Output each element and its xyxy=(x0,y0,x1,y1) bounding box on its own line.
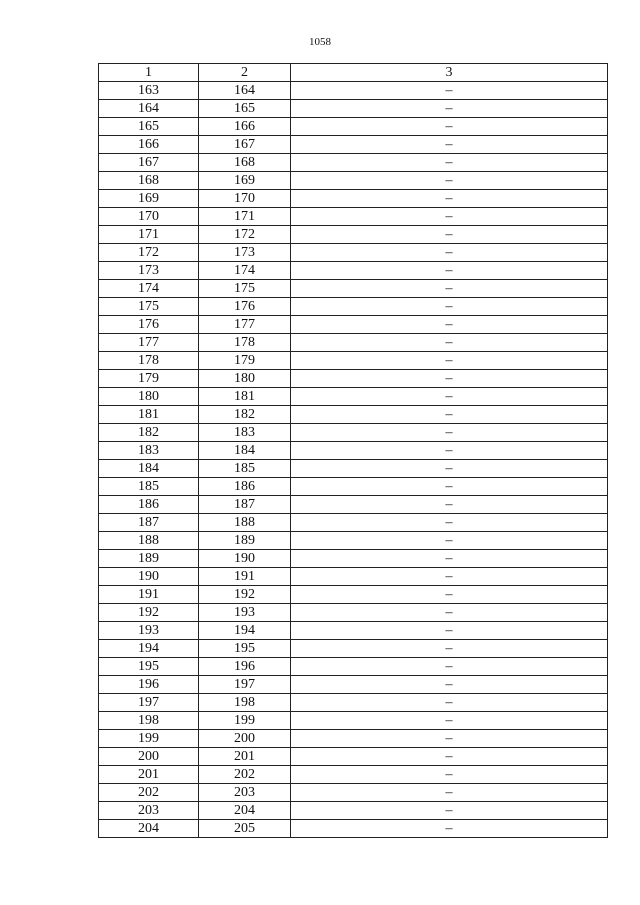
table-header-row xyxy=(99,64,608,82)
table-row xyxy=(99,280,608,298)
table-row xyxy=(99,244,608,262)
table-cell-col-2: 182 xyxy=(199,406,291,424)
table-cell-col-2: 183 xyxy=(199,424,291,442)
table-cell-col-3: – xyxy=(291,586,608,604)
table-cell-col-1: 199 xyxy=(99,730,199,748)
table-cell-col-1: 180 xyxy=(99,388,199,406)
table-row xyxy=(99,298,608,316)
table-row xyxy=(99,766,608,784)
table-cell-col-2: 191 xyxy=(199,568,291,586)
table-cell-col-3: – xyxy=(291,190,608,208)
table-cell-col-3: – xyxy=(291,802,608,820)
table-cell-col-3: – xyxy=(291,100,608,118)
table-cell-col-1: 175 xyxy=(99,298,199,316)
table-cell-col-1: 182 xyxy=(99,424,199,442)
table-cell-col-1: 202 xyxy=(99,784,199,802)
table-row xyxy=(99,568,608,586)
table-row xyxy=(99,532,608,550)
table-row xyxy=(99,226,608,244)
table-cell-col-2: 168 xyxy=(199,154,291,172)
table-cell-col-2: 177 xyxy=(199,316,291,334)
table-cell-col-1: 174 xyxy=(99,280,199,298)
table-row xyxy=(99,478,608,496)
table-cell-col-3: – xyxy=(291,514,608,532)
table-cell-col-2: 176 xyxy=(199,298,291,316)
table-cell-col-2: 180 xyxy=(199,370,291,388)
table-row xyxy=(99,658,608,676)
table-cell-col-1: 189 xyxy=(99,550,199,568)
table-row xyxy=(99,640,608,658)
table-row xyxy=(99,208,608,226)
table-row xyxy=(99,460,608,478)
table-cell-col-2: 178 xyxy=(199,334,291,352)
table-cell-col-1: 196 xyxy=(99,676,199,694)
table-cell-col-2: 196 xyxy=(199,658,291,676)
table-cell-col-2: 174 xyxy=(199,262,291,280)
table-cell-col-2: 192 xyxy=(199,586,291,604)
table-row xyxy=(99,334,608,352)
table-cell-col-1: 197 xyxy=(99,694,199,712)
table-cell-col-1: 200 xyxy=(99,748,199,766)
table-cell-col-2: 173 xyxy=(199,244,291,262)
table-cell-col-2: 179 xyxy=(199,352,291,370)
table-cell-col-3: – xyxy=(291,820,608,838)
table-cell-col-3: – xyxy=(291,118,608,136)
table-cell-col-1: 188 xyxy=(99,532,199,550)
table-cell-col-3: – xyxy=(291,532,608,550)
table-cell-col-3: – xyxy=(291,262,608,280)
table-row xyxy=(99,748,608,766)
table-cell-col-3: – xyxy=(291,424,608,442)
table-cell-col-1: 173 xyxy=(99,262,199,280)
table-row xyxy=(99,154,608,172)
table-cell-col-1: 171 xyxy=(99,226,199,244)
table-cell-col-3: – xyxy=(291,388,608,406)
table-cell-col-3: – xyxy=(291,550,608,568)
table-cell-col-1: 191 xyxy=(99,586,199,604)
table-cell-col-2: 185 xyxy=(199,460,291,478)
table-cell-col-1: 201 xyxy=(99,766,199,784)
table-cell-col-1: 172 xyxy=(99,244,199,262)
table-cell-col-2: 169 xyxy=(199,172,291,190)
table-cell-col-2: 164 xyxy=(199,82,291,100)
table-row xyxy=(99,82,608,100)
table-cell-col-1: 169 xyxy=(99,190,199,208)
table-cell-col-3: – xyxy=(291,712,608,730)
table-row xyxy=(99,190,608,208)
table-cell-col-1: 204 xyxy=(99,820,199,838)
table-cell-col-3: – xyxy=(291,676,608,694)
table-cell-col-2: 195 xyxy=(199,640,291,658)
table-row xyxy=(99,388,608,406)
table-row xyxy=(99,262,608,280)
table-cell-col-2: 198 xyxy=(199,694,291,712)
table-cell-col-1: 193 xyxy=(99,622,199,640)
table-row xyxy=(99,784,608,802)
column-header-1: 1 xyxy=(99,64,199,82)
table-cell-col-3: – xyxy=(291,334,608,352)
table-row xyxy=(99,406,608,424)
table-cell-col-3: – xyxy=(291,748,608,766)
table-cell-col-1: 198 xyxy=(99,712,199,730)
table-cell-col-2: 205 xyxy=(199,820,291,838)
table-cell-col-3: – xyxy=(291,604,608,622)
table-row xyxy=(99,316,608,334)
table-cell-col-3: – xyxy=(291,316,608,334)
table-cell-col-3: – xyxy=(291,352,608,370)
table-cell-col-3: – xyxy=(291,172,608,190)
table-cell-col-3: – xyxy=(291,244,608,262)
table-cell-col-1: 181 xyxy=(99,406,199,424)
table-cell-col-1: 186 xyxy=(99,496,199,514)
table-cell-col-2: 181 xyxy=(199,388,291,406)
table-cell-col-2: 188 xyxy=(199,514,291,532)
table-body xyxy=(99,82,608,838)
table-cell-col-3: – xyxy=(291,496,608,514)
table-cell-col-3: – xyxy=(291,694,608,712)
table-cell-col-3: – xyxy=(291,154,608,172)
table-cell-col-2: 170 xyxy=(199,190,291,208)
table-row xyxy=(99,676,608,694)
table-cell-col-2: 197 xyxy=(199,676,291,694)
table-cell-col-3: – xyxy=(291,370,608,388)
table-row xyxy=(99,622,608,640)
table-cell-col-1: 177 xyxy=(99,334,199,352)
column-header-3: 3 xyxy=(291,64,608,82)
table-cell-col-2: 184 xyxy=(199,442,291,460)
table-cell-col-2: 166 xyxy=(199,118,291,136)
table-cell-col-2: 172 xyxy=(199,226,291,244)
table-row xyxy=(99,118,608,136)
table-cell-col-2: 203 xyxy=(199,784,291,802)
table-row xyxy=(99,820,608,838)
table-cell-col-3: – xyxy=(291,568,608,586)
table-cell-col-1: 164 xyxy=(99,100,199,118)
table-cell-col-2: 200 xyxy=(199,730,291,748)
table-cell-col-2: 189 xyxy=(199,532,291,550)
table-row xyxy=(99,172,608,190)
table-cell-col-1: 178 xyxy=(99,352,199,370)
table-cell-col-3: – xyxy=(291,82,608,100)
table-row xyxy=(99,694,608,712)
table-row xyxy=(99,424,608,442)
table-cell-col-3: – xyxy=(291,406,608,424)
table-cell-col-1: 170 xyxy=(99,208,199,226)
table-cell-col-1: 166 xyxy=(99,136,199,154)
table-row xyxy=(99,100,608,118)
column-header-2: 2 xyxy=(199,64,291,82)
table-row xyxy=(99,352,608,370)
table-cell-col-2: 204 xyxy=(199,802,291,820)
table-cell-col-3: – xyxy=(291,640,608,658)
table-cell-col-3: – xyxy=(291,136,608,154)
table-cell-col-3: – xyxy=(291,226,608,244)
table-cell-col-2: 187 xyxy=(199,496,291,514)
table-cell-col-1: 203 xyxy=(99,802,199,820)
table-cell-col-2: 193 xyxy=(199,604,291,622)
table-cell-col-2: 186 xyxy=(199,478,291,496)
table-cell-col-3: – xyxy=(291,478,608,496)
table-cell-col-3: – xyxy=(291,298,608,316)
table-cell-col-1: 176 xyxy=(99,316,199,334)
table-cell-col-3: – xyxy=(291,280,608,298)
table-cell-col-1: 168 xyxy=(99,172,199,190)
table-cell-col-1: 165 xyxy=(99,118,199,136)
table-row xyxy=(99,370,608,388)
table-cell-col-1: 167 xyxy=(99,154,199,172)
table-cell-col-2: 202 xyxy=(199,766,291,784)
table-cell-col-3: – xyxy=(291,658,608,676)
table-row xyxy=(99,550,608,568)
table-cell-col-1: 163 xyxy=(99,82,199,100)
page-number: 1058 xyxy=(309,36,331,48)
table-cell-col-3: – xyxy=(291,622,608,640)
table-row xyxy=(99,730,608,748)
table-cell-col-2: 199 xyxy=(199,712,291,730)
table-cell-col-1: 185 xyxy=(99,478,199,496)
table-cell-col-1: 183 xyxy=(99,442,199,460)
table-cell-col-3: – xyxy=(291,442,608,460)
table-cell-col-2: 175 xyxy=(199,280,291,298)
table-cell-col-2: 171 xyxy=(199,208,291,226)
table-cell-col-1: 179 xyxy=(99,370,199,388)
table-cell-col-3: – xyxy=(291,730,608,748)
table-cell-col-2: 201 xyxy=(199,748,291,766)
table-cell-col-1: 195 xyxy=(99,658,199,676)
table-cell-col-3: – xyxy=(291,784,608,802)
table-cell-col-2: 165 xyxy=(199,100,291,118)
table-row xyxy=(99,586,608,604)
table-cell-col-1: 192 xyxy=(99,604,199,622)
table-cell-col-2: 167 xyxy=(199,136,291,154)
table-row xyxy=(99,514,608,532)
table-row xyxy=(99,136,608,154)
table-row xyxy=(99,496,608,514)
table-row xyxy=(99,802,608,820)
table-cell-col-2: 190 xyxy=(199,550,291,568)
table-cell-col-1: 190 xyxy=(99,568,199,586)
table-cell-col-1: 194 xyxy=(99,640,199,658)
table-cell-col-1: 184 xyxy=(99,460,199,478)
table-cell-col-3: – xyxy=(291,460,608,478)
data-table xyxy=(98,63,608,838)
table-cell-col-1: 187 xyxy=(99,514,199,532)
table-cell-col-3: – xyxy=(291,766,608,784)
table-row xyxy=(99,712,608,730)
table-cell-col-3: – xyxy=(291,208,608,226)
table-row xyxy=(99,442,608,460)
table-cell-col-2: 194 xyxy=(199,622,291,640)
table-row xyxy=(99,604,608,622)
